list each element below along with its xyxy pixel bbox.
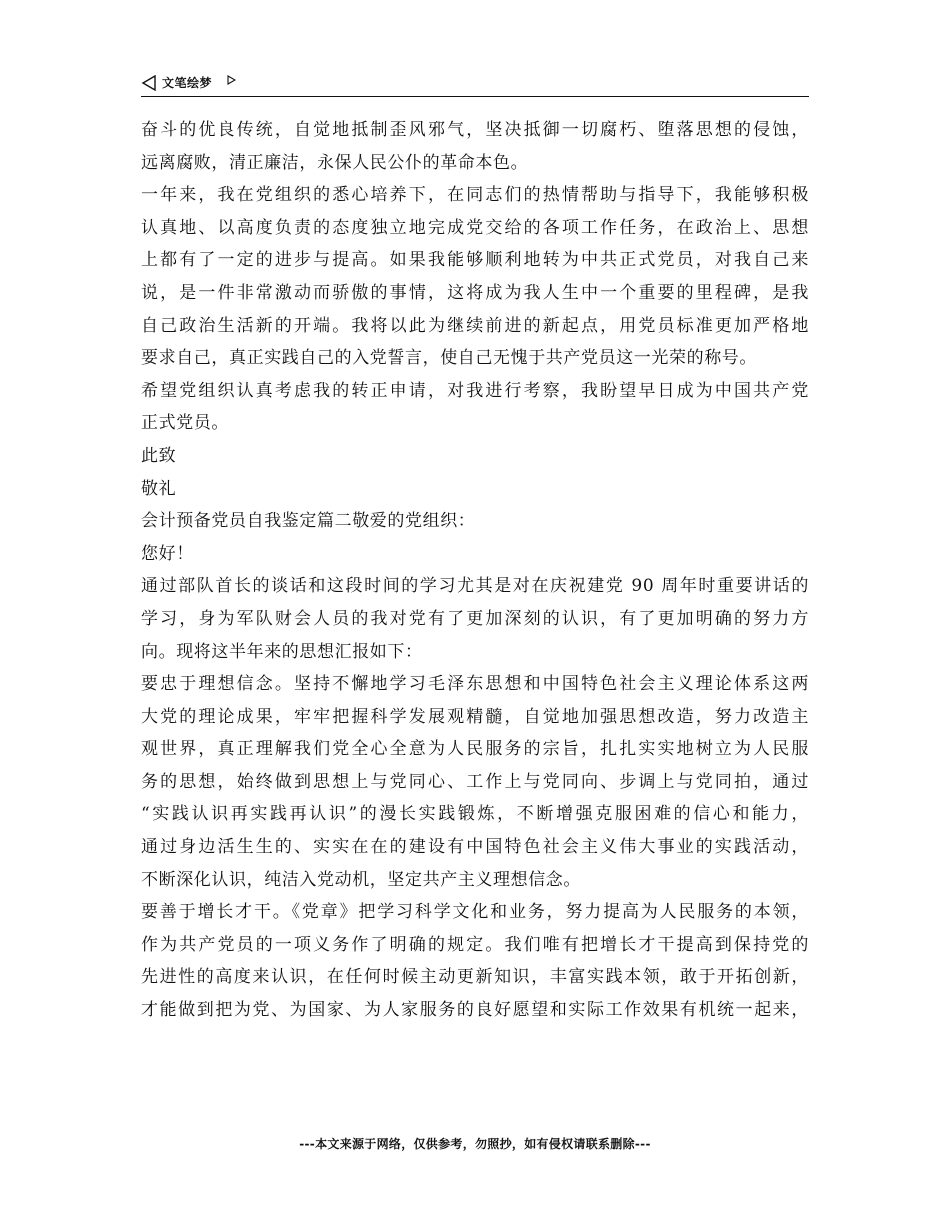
text-line: 您好！ (141, 543, 194, 564)
page-header (141, 72, 809, 97)
text-line: 敬礼 (141, 478, 177, 499)
triangle-left-icon (141, 75, 157, 91)
footer-disclaimer: ---本文来源于网络，仅供参考，勿照抄，如有侵权请联系删除--- (299, 1137, 651, 1151)
text-line: 要善于增长才干。《党章》把学习科学文化和业务，努力提高为人民服务的本领， (141, 902, 809, 923)
text-line: 此致 (141, 445, 177, 466)
text-line: 务的思想，始终做到思想上与党同心、工作上与党同向、步调上与党同拍，通过 (141, 771, 809, 792)
text-line: 奋斗的优良传统，自觉地抵制歪风邪气，坚决抵御一切腐朽、堕落思想的侵蚀， (141, 120, 809, 140)
text-line: 不断深化认识，纯洁入党动机，坚定共产主义理想信念。 (141, 869, 581, 890)
text-line: 通过身边活生生的、实实在在的建设有中国特色社会主义伟大事业的实践活动， (141, 837, 809, 858)
text-line: 正式党员。 (141, 413, 229, 434)
triangle-right-icon (227, 75, 236, 85)
text-line: 通过部队首长的谈话和这段时间的学习尤其是对在庆祝建党 90 周年时重要讲话的 (141, 576, 809, 597)
text-line: 自己政治生活新的开端。我将以此为继续前进的新起点，用党员标准更加严格地 (141, 315, 809, 336)
text-line: 观世界，真正理解我们党全心全意为人民服务的宗旨，扎扎实实地树立为人民服 (141, 739, 809, 760)
text-line: 希望党组织认真考虑我的转正申请，对我进行考察，我盼望早日成为中国共产党 (141, 380, 809, 401)
text-line: 会计预备党员自我鉴定篇二敬爱的党组织： (141, 511, 476, 532)
text-line: “实践认识再实践再认识”的漫长实践锻炼，不断增强克服困难的信心和能力， (141, 804, 809, 825)
text-line: 上都有了一定的进步与提高。如果我能够顺利地转为中共正式党员，对我自己来 (141, 250, 809, 271)
text-line: 大党的理论成果，牢牢把握科学发展观精髓，自觉地加强思想改造，努力改造主 (141, 706, 809, 727)
text-line: 认真地、以高度负责的态度独立地完成党交给的各项工作任务，在政治上、思想 (141, 217, 809, 238)
header-title: 文笔绘梦 (162, 76, 213, 90)
text-line: 学习，身为军队财会人员的我对党有了更加深刻的认识，有了更加明确的努力方 (141, 608, 809, 629)
text-line: 一年来，我在党组织的悉心培养下，在同志们的热情帮助与指导下，我能够积极 (141, 185, 809, 206)
text-line: 要求自己，真正实践自己的入党誓言，使自己无愧于共产党员这一光荣的称号。 (141, 348, 757, 369)
document-body (141, 114, 821, 1027)
text-line: 说，是一件非常激动而骄傲的事情，这将成为我人生中一个重要的里程碑，是我 (141, 282, 809, 303)
text-line: 向。现将这半年来的思想汇报如下： (141, 641, 423, 662)
text-line: 远离腐败，清正廉洁，永保人民公仆的革命本色。 (141, 152, 529, 173)
text-line: 作为共产党员的一项义务作了明确的规定。我们唯有把增长才干提高到保持党的 (141, 934, 809, 955)
text-line: 要忠于理想信念。坚持不懈地学习毛泽东思想和中国特色社会主义理论体系这两 (141, 674, 809, 695)
text-line: 才能做到把为党、为国家、为人家服务的良好愿望和实际工作效果有机统一起来， (141, 1000, 809, 1021)
text-line: 先进性的高度来认识，在任何时候主动更新知识，丰富实践本领，敢于开拓创新， (141, 967, 809, 988)
